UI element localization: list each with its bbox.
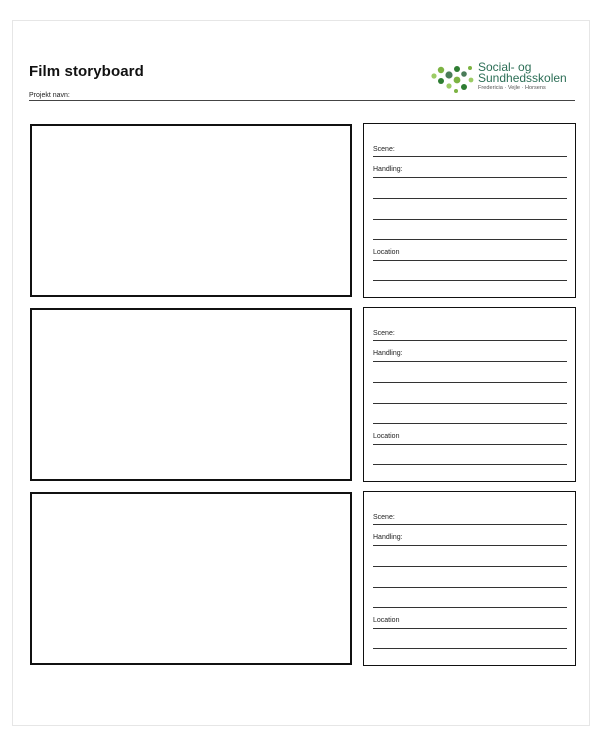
handling-label: Handling: bbox=[373, 534, 403, 541]
notes-box-3 bbox=[363, 491, 576, 666]
location-label: Location bbox=[373, 617, 400, 624]
scene-label: Scene: bbox=[373, 330, 395, 337]
scene-line bbox=[373, 524, 567, 525]
handling-line bbox=[373, 403, 567, 404]
location-label: Location bbox=[373, 433, 400, 440]
handling-line bbox=[373, 566, 567, 567]
handling-line bbox=[373, 423, 567, 424]
location-line bbox=[373, 648, 567, 649]
project-name-label: Projekt navn: bbox=[29, 92, 70, 99]
handling-line bbox=[373, 382, 567, 383]
location-line bbox=[373, 464, 567, 465]
handling-line bbox=[373, 361, 567, 362]
location-line bbox=[373, 628, 567, 629]
notes-box-1 bbox=[363, 123, 576, 298]
handling-line bbox=[373, 219, 567, 220]
storyboard-frame-2 bbox=[30, 308, 352, 481]
handling-line bbox=[373, 607, 567, 608]
storyboard-frame-1 bbox=[30, 124, 352, 297]
handling-line bbox=[373, 177, 567, 178]
notes-box-2 bbox=[363, 307, 576, 482]
handling-line bbox=[373, 545, 567, 546]
location-line bbox=[373, 280, 567, 281]
storyboard-frame-3 bbox=[30, 492, 352, 665]
scene-line bbox=[373, 156, 567, 157]
location-line bbox=[373, 260, 567, 261]
school-logo bbox=[430, 60, 580, 98]
scene-label: Scene: bbox=[373, 514, 395, 521]
location-label: Location bbox=[373, 249, 400, 256]
scene-label: Scene: bbox=[373, 146, 395, 153]
handling-line bbox=[373, 198, 567, 199]
header-divider bbox=[29, 100, 575, 101]
location-line bbox=[373, 444, 567, 445]
logo-subtitle: Fredericia · Vejle · Horsens bbox=[478, 85, 546, 91]
page-title: Film storyboard bbox=[29, 63, 144, 80]
handling-label: Handling: bbox=[373, 166, 403, 173]
logo-dots-icon bbox=[430, 62, 476, 96]
logo-name-line2: Sundhedsskolen bbox=[478, 71, 567, 85]
handling-line bbox=[373, 587, 567, 588]
handling-line bbox=[373, 239, 567, 240]
logo-wordmark bbox=[478, 62, 567, 84]
handling-label: Handling: bbox=[373, 350, 403, 357]
logo-name-line1: Social- og bbox=[478, 60, 532, 74]
scene-line bbox=[373, 340, 567, 341]
